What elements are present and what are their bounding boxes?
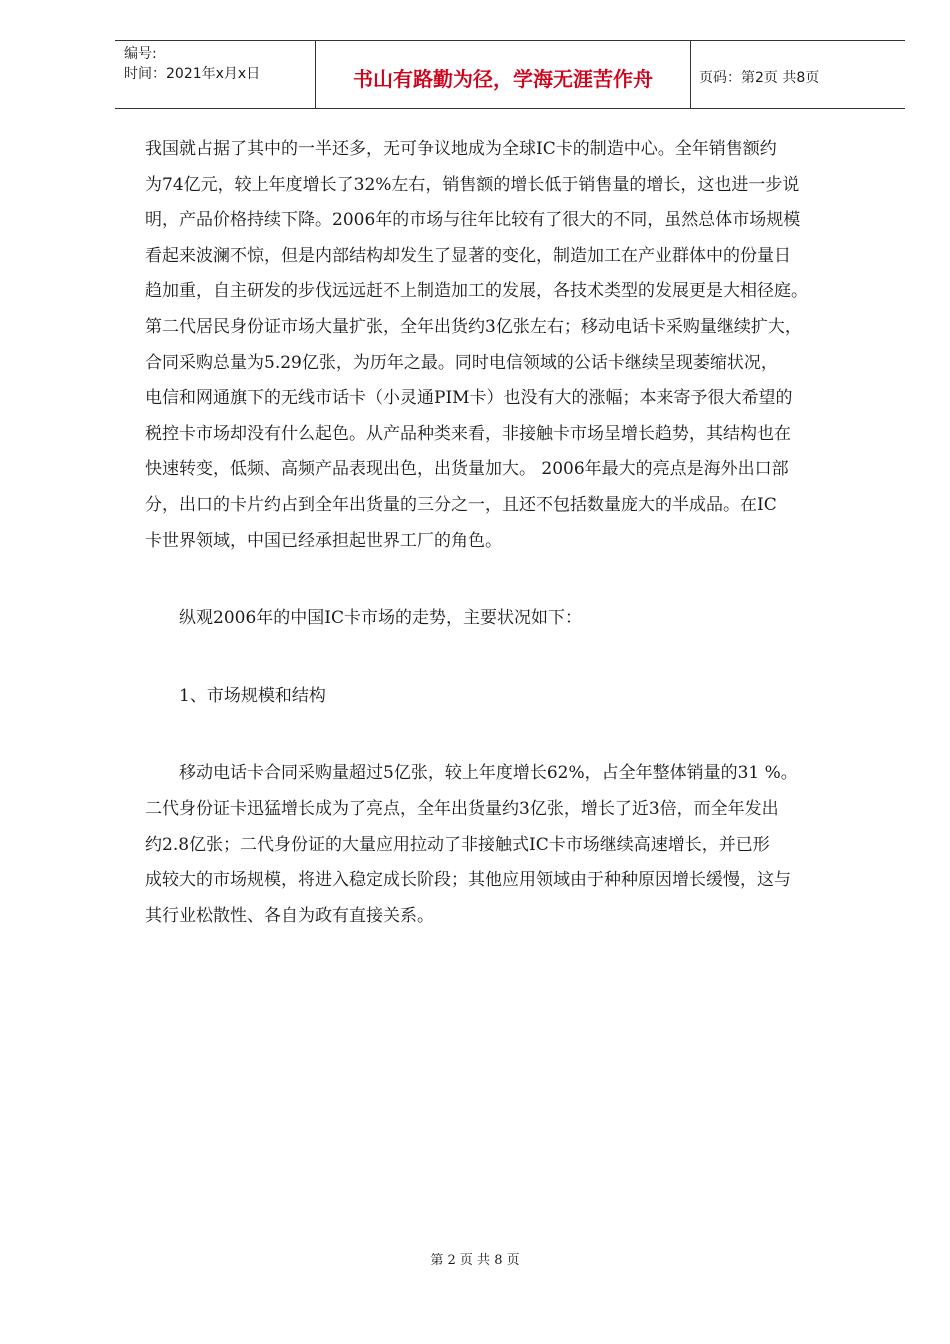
paragraph-spacer [145,641,885,683]
paragraph-line: 卡世界领域，中国已经承担起世界工厂的角色。 [145,530,502,551]
header-page-cell [690,41,905,108]
section-heading: 1、市场规模和结构 [179,685,326,706]
paragraph-overview [145,136,885,563]
document-number-label: 编号: [124,46,157,62]
paragraph-line: 明，产品价格持续下降。2006年的市场与往年比较有了很大的不同，虽然总体市场规模 [145,210,801,231]
paragraph-market-scale [145,760,885,938]
header-meta-cell [115,41,315,108]
paragraph-spacer [145,563,885,605]
paragraph-line: 其行业松散性、各自为政有直接关系。 [145,905,434,926]
paragraph-line: 电信和网通旗下的无线市话卡（小灵通PIM卡）也没有大的涨幅；本来寄予很大希望的 [145,388,793,409]
paragraph-line: 税控卡市场却没有什么起色。从产品种类来看，非接触卡市场呈增长趋势，其结构也在 [145,423,791,444]
header-motto: 书山有路勤为径，学海无涯苦作舟 [353,67,653,91]
paragraph-line: 看起来波澜不惊，但是内部结构却发生了显著的变化，制造加工在产业群体中的份量日 [145,245,791,266]
header-motto-cell [315,41,691,108]
paragraph-line: 为74亿元，较上年度增长了32%左右，销售额的增长低于销售量的增长，这也进一步说 [145,174,800,195]
paragraph-line: 成较大的市场规模，将进入稳定成长阶段；其他应用领域由于种种原因增长缓慢，这与 [145,870,791,891]
paragraph-summary-intro: 纵观2006年的中国IC卡市场的走势，主要状况如下： [179,608,582,629]
paragraph-line: 快速转变，低频、高频产品表现出色，出货量加大。 2006年最大的亮点是海外出口部 [145,459,789,480]
paragraph-line: 分，出口的卡片约占到全年出货量的三分之一，且还不包括数量庞大的半成品。在IC [145,494,777,515]
page-header [115,40,905,109]
paragraph-line: 二代身份证卡迅猛增长成为了亮点，全年出货量约3亿张，增长了近3倍，而全年发出 [145,798,779,819]
paragraph-line: 我国就占据了其中的一半还多，无可争议地成为全球IC卡的制造中心。全年销售额约 [145,139,777,159]
paragraph-spacer [145,718,885,760]
document-time-label: 时间：2021年x月x日 [124,66,261,82]
paragraph-line: 合同采购总量为5.29亿张，为历年之最。同时电信领域的公话卡继续呈现萎缩状况， [145,352,778,373]
paragraph-line: 约2.8亿张；二代身份证的大量应用拉动了非接触式IC卡市场继续高速增长，并已形 [145,834,770,855]
document-body [145,136,885,938]
page-footer: 第 2 页 共 8 页 [430,1253,520,1268]
header-page-info: 页码：第2页 共8页 [699,70,820,86]
paragraph-line: 移动电话卡合同采购量超过5亿张，较上年度增长62%，占全年整体销量的31 %。 [179,763,798,784]
paragraph-line: 趋加重，自主研发的步伐远远赶不上制造加工的发展，各技术类型的发展更是大相径庭。 [145,281,808,302]
paragraph-line: 第二代居民身份证市场大量扩张，全年出货约3亿张左右；移动电话卡采购量继续扩大， [145,316,802,337]
